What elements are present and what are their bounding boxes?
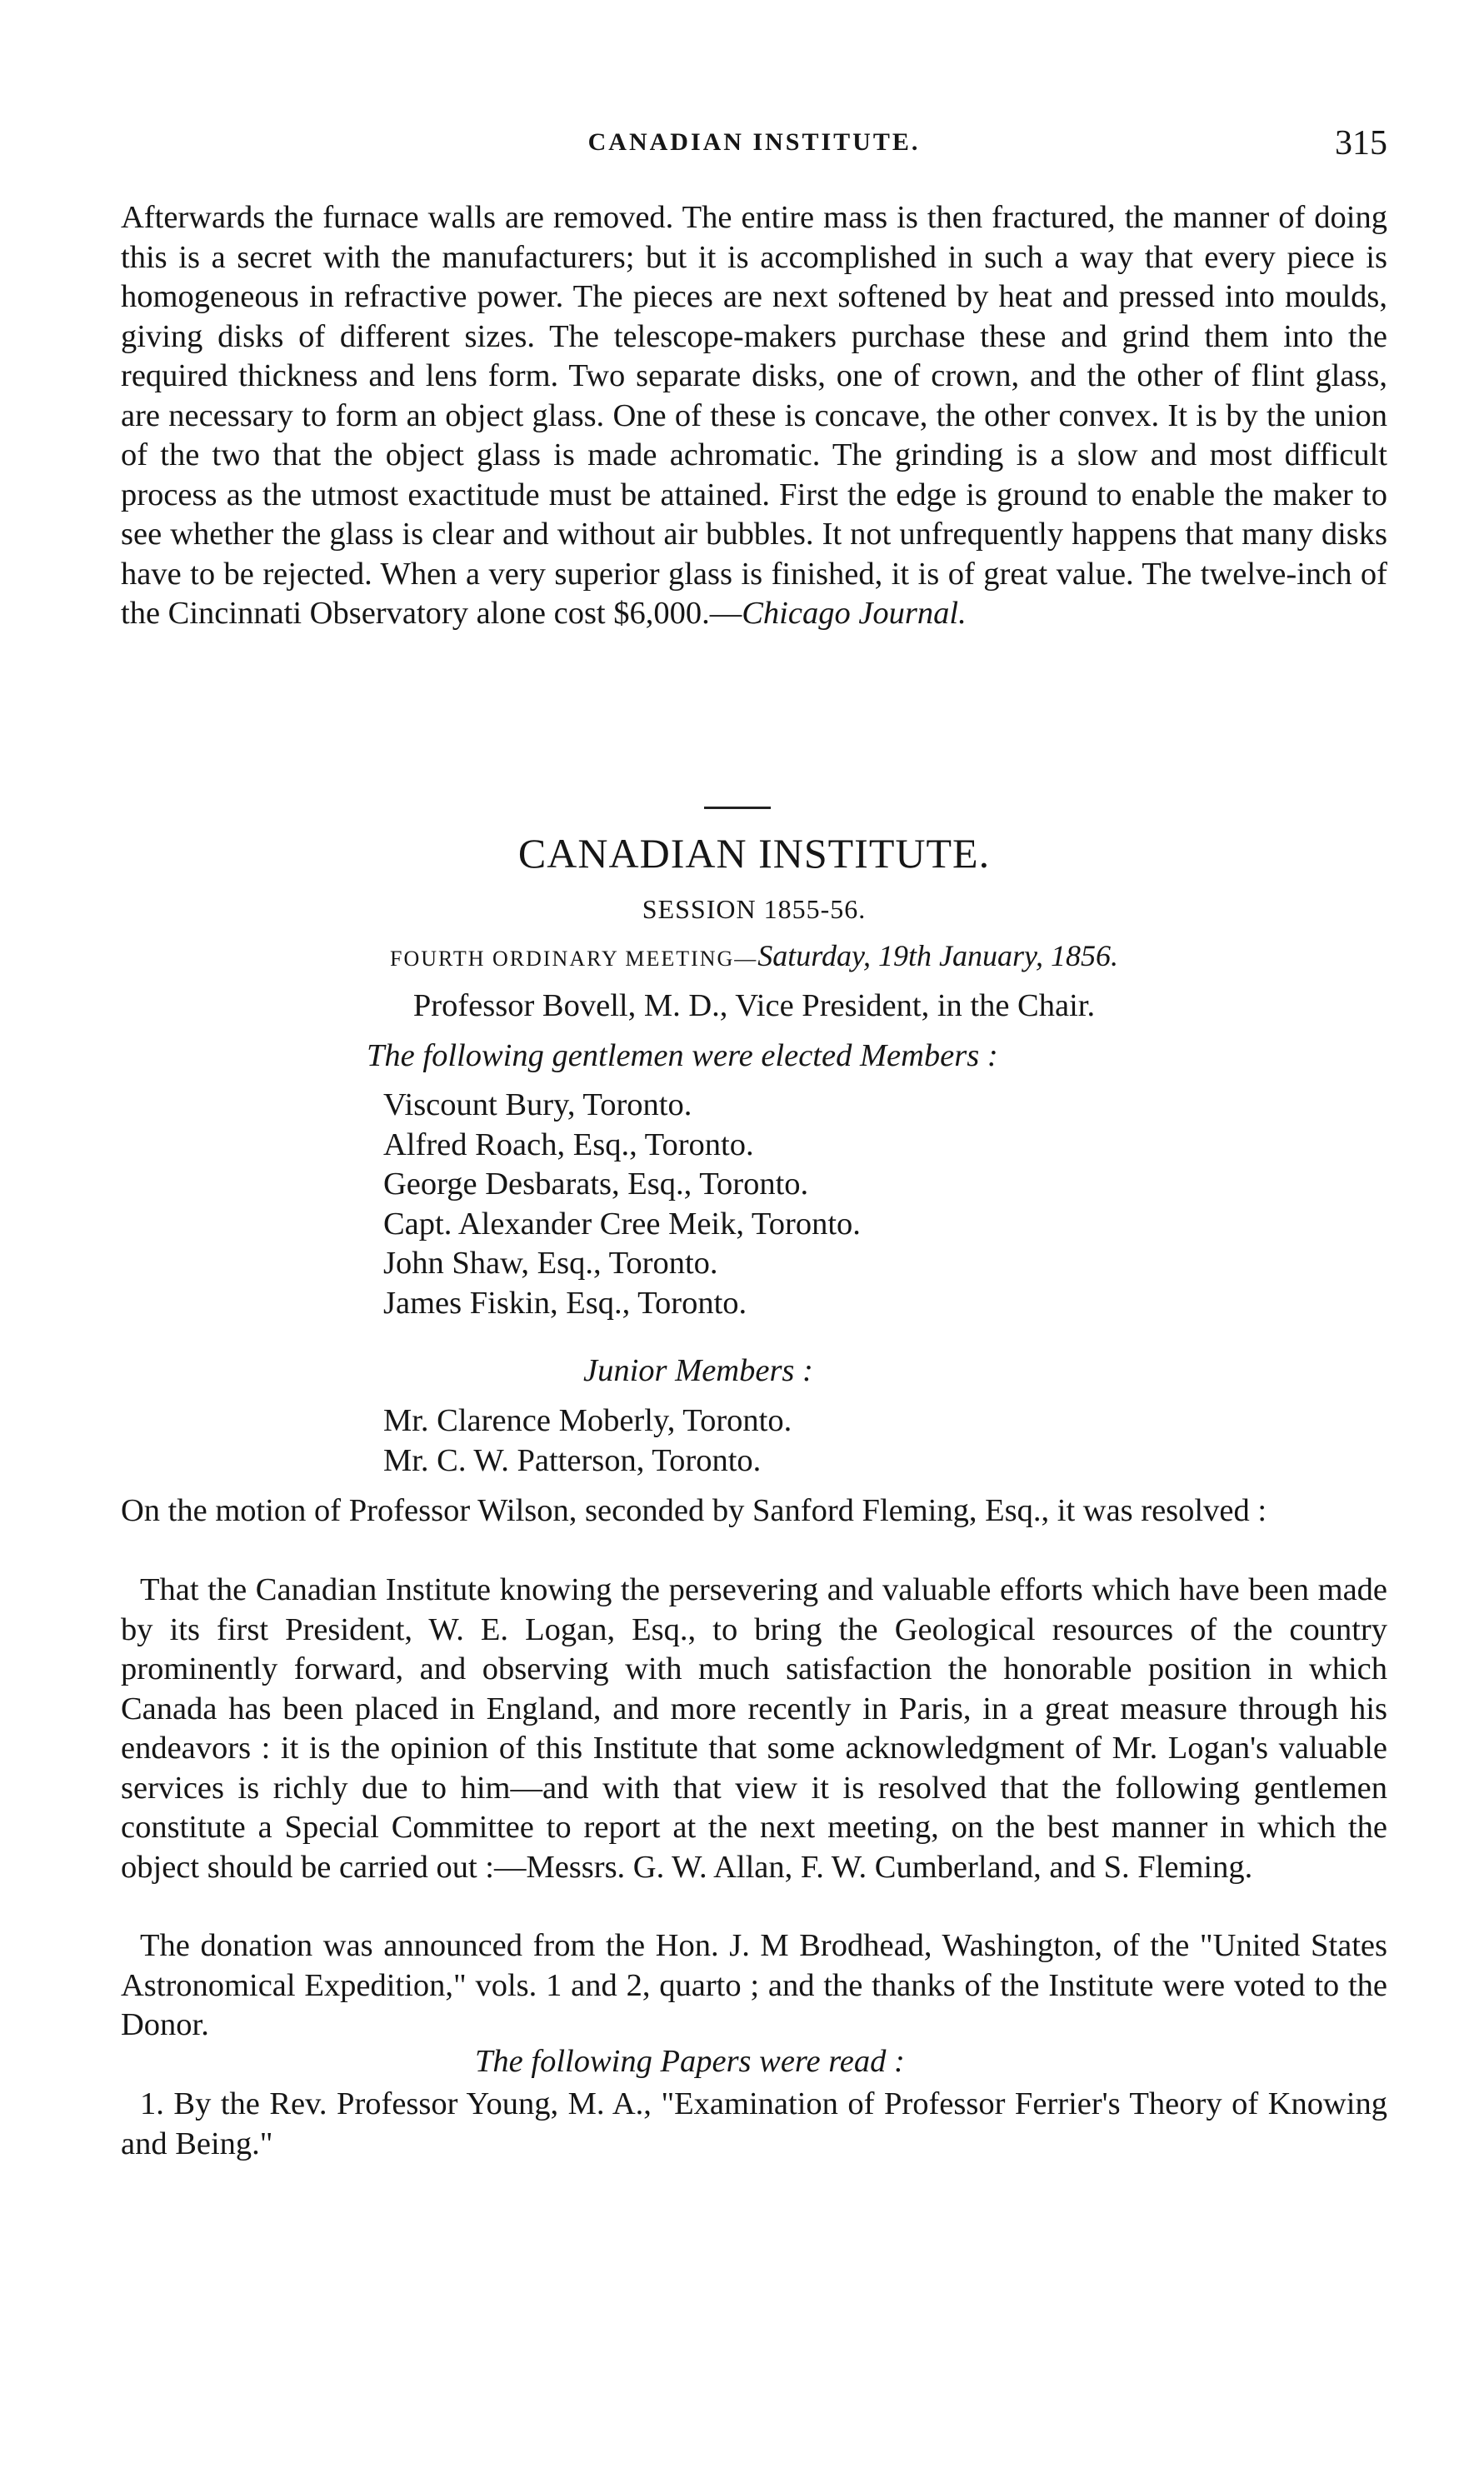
junior-members-list xyxy=(383,1401,792,1481)
opening-paragraph xyxy=(121,198,1387,634)
junior-member-item: Mr. Clarence Moberly, Toronto. xyxy=(383,1403,792,1438)
opening-paragraph-text: Afterwards the furnace walls are removed. The entire mass is then fractured, the manner of doing this is a secret with the manufacturers; but it is accomplished in such a way that every piece is homogeneous in refractive power. The pieces are next softened by heat and pressed into moulds, giving disks of different sizes. The telescope-makers purchase these and grind them into the required thickness and lens form. Two separate disks, one of crown, and the other of flint glass, are necessary to form an object glass. One of these is concave, the other convex. It is by the union of the two that the object glass is made achromatic. The grinding is a slow and most difficult process as the utmost exactitude must be attained. First the edge is ground to enable the maker to see whether the glass is clear and without air bubbles. It not unfrequently happens that many disks have to be rejected. When a very superior glass is finished, it is of great value. The twelve-inch of the Cincinnati Observatory alone cost $6,000.— xyxy=(121,200,1387,631)
members-list xyxy=(383,1086,861,1323)
chair-line: Professor Bovell, M. D., Vice President, in the Chair. xyxy=(412,988,1096,1023)
page-number: 315 xyxy=(1335,124,1387,162)
member-item: James Fiskin, Esq., Toronto. xyxy=(383,1285,747,1321)
session-line: SESSION 1855-56. xyxy=(642,894,867,924)
member-item: Viscount Bury, Toronto. xyxy=(383,1087,692,1122)
running-head xyxy=(121,123,1387,165)
paper-item: 1. By the Rev. Professor Young, M. A., "Examination of Professor Ferrier's Theory of Knowing and Being." xyxy=(121,2086,1387,2161)
meeting-line xyxy=(121,938,1387,973)
resolution-paragraph: That the Canadian Institute knowing the persevering and valuable efforts which have been made by its first President, W. E. Logan, Esq., to bring the Geological resources of the country prominently forward, and observing with much satisfaction the honorable position in which Canada has been placed in England, and more recently in Paris, in a great measure through his endeavors : it is the opinion of this Institute that some acknowledgment of Mr. Logan's valuable services is richly due to him—and with that view it is resolved that the following gentlemen constitute a Special Committee to report at the next meeting, on the best manner in which the object should be carried out :—Messrs. G. W. Allan, F. W. Cumberland, and S. Fleming. xyxy=(121,1572,1387,1885)
section-heading: CANADIAN INSTITUTE. xyxy=(517,830,991,877)
member-item: Capt. Alexander Cree Meik, Toronto. xyxy=(383,1206,861,1241)
member-item: George Desbarats, Esq., Toronto. xyxy=(383,1167,809,1202)
members-heading: The following gentlemen were elected Members : xyxy=(367,1038,998,1073)
section-divider xyxy=(704,807,771,809)
papers-heading: The following Papers were read : xyxy=(475,2044,905,2079)
meeting-label: FOURTH ORDINARY MEETING— xyxy=(390,947,758,971)
junior-member-item: Mr. C. W. Patterson, Toronto. xyxy=(383,1442,762,1478)
donation-paragraph: The donation was announced from the Hon. J. M Brodhead, Washington, of the "United States Astronomical Expedition," vols. 1 and 2, quarto ; and the thanks of the Institute were voted to the Donor. xyxy=(121,1928,1387,2042)
member-item: Alfred Roach, Esq., Toronto. xyxy=(383,1127,754,1162)
junior-members-heading: Junior Members : xyxy=(583,1353,813,1388)
running-title: CANADIAN INSTITUTE. xyxy=(587,128,921,156)
member-item: John Shaw, Esq., Toronto. xyxy=(383,1246,718,1281)
meeting-date: Saturday, 19th January, 1856. xyxy=(757,939,1118,972)
source-citation: Chicago Journal. xyxy=(742,596,967,631)
motion-intro: On the motion of Professor Wilson, seconded by Sanford Fleming, Esq., it was resolved : xyxy=(121,1493,1267,1528)
